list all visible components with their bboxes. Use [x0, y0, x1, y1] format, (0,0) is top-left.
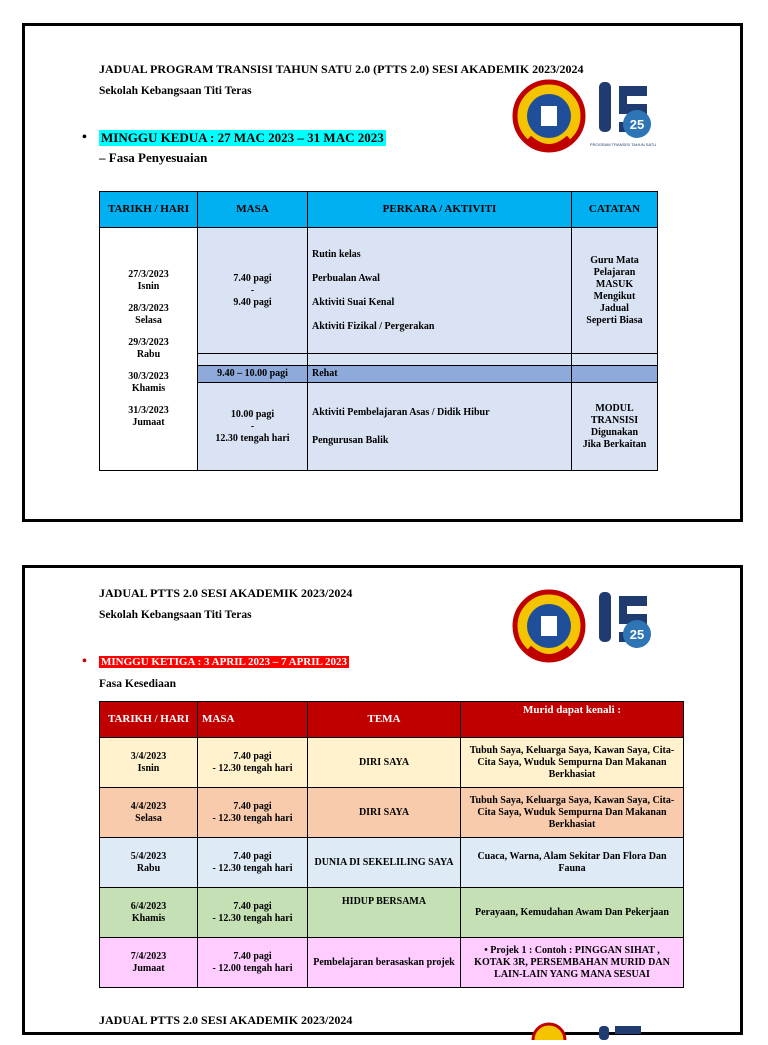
col-header: PERKARA / AKTIVITI: [308, 192, 572, 228]
table-row: 3/4/2023 Isnin 7.40 pagi - 12.30 tengah hari DIRI SAYA Tubuh Saya, Keluarga Saya, Kawan Saya, Cita-Cita Saya, Wuduk Sempurna Dan Makanan Berkhasiat: [100, 738, 684, 788]
ptts-logo-icon: [599, 592, 651, 648]
school-crest-icon: [511, 586, 661, 666]
catatan-cell: Guru Mata Pelajaran MASUK Mengikut Jadual Seperti Biasa: [572, 228, 658, 354]
document-page-2: [22, 565, 743, 1035]
week-heading: MINGGU KEDUA : 27 MAC 2023 – 31 MAC 2023: [101, 130, 384, 145]
school-crest-icon: [515, 1020, 655, 1040]
rehat-masa: 9.40 – 10.00 pagi: [198, 366, 308, 383]
dates-cell: 27/3/2023 Isnin 28/3/2023 Selasa 29/3/2023 Rabu 30/3/2023 Khamis 31/3/2023 Jumaat: [100, 228, 198, 471]
catatan-cell: MODUL TRANSISI Digunakan Jika Berkaitan: [572, 383, 658, 471]
rehat-aktiviti: Rehat: [308, 366, 572, 383]
table-row: 6/4/2023 Khamis 7.40 pagi - 12.30 tengah hari HIDUP BERSAMA Perayaan, Kemudahan Awam Dan Pekerjaan: [100, 888, 684, 938]
masa-cell: 10.00 pagi - 12.30 tengah hari: [198, 383, 308, 471]
table-row: 7/4/2023 Jumaat 7.40 pagi - 12.00 tengah hari Pembelajaran berasaskan projek • Projek 1 : Contoh : PINGGAN SIHAT , KOTAK 3R, PERSEMBAHAN MURID DAN LAIN-LAIN YANG MANA SESUAI: [100, 938, 684, 988]
week-heading: MINGGU KETIGA : 3 APRIL 2023 – 7 APRIL 2023: [101, 656, 348, 668]
logo-group: [511, 586, 661, 671]
page-title: JADUAL PTTS 2.0 SESI AKADEMIK 2023/2024: [99, 586, 353, 600]
rehat-catatan: [572, 366, 658, 383]
phase-label: – Fasa Penyesuaian: [99, 150, 208, 165]
spacer-cell: [308, 354, 572, 366]
col-header: CATATAN: [572, 192, 658, 228]
aktiviti-cell: Rutin kelas Perbualan Awal Aktiviti Suai Kenal Aktiviti Fizikal / Pergerakan: [308, 228, 572, 354]
schedule-table-1: [99, 191, 658, 471]
col-header: TARIKH / HARI: [100, 192, 198, 228]
school-crest-icon: [511, 76, 661, 156]
table-row: 5/4/2023 Rabu 7.40 pagi - 12.30 tengah hari DUNIA DI SEKELILING SAYA Cuaca, Warna, Alam Sekitar Dan Flora Dan Fauna: [100, 838, 684, 888]
masa-cell: 7.40 pagi - 9.40 pagi: [198, 228, 308, 354]
svg-text:PROGRAM TRANSISI TAHUN SATU: PROGRAM TRANSISI TAHUN SATU: [589, 142, 657, 147]
school-name: Sekolah Kebangsaan Titi Teras: [99, 85, 252, 97]
svg-text:25: 25: [629, 117, 645, 132]
ptts-logo-icon: [590, 82, 656, 147]
spacer-cell: [572, 354, 658, 366]
col-header: Murid dapat kenali :: [461, 702, 684, 738]
school-name: Sekolah Kebangsaan Titi Teras: [99, 609, 252, 621]
spacer-cell: [198, 354, 308, 366]
col-header: MASA: [198, 192, 308, 228]
document-page-1: [22, 23, 743, 522]
svg-text:25: 25: [629, 627, 645, 642]
table-row: 4/4/2023 Selasa 7.40 pagi - 12.30 tengah hari DIRI SAYA Tubuh Saya, Keluarga Saya, Kawan Saya, Cita-Cita Saya, Wuduk Sempurna Dan Makanan Berkhasiat: [100, 788, 684, 838]
bullet-icon: •: [82, 654, 87, 669]
col-header: TARIKH / HARI: [100, 702, 198, 738]
col-header: TEMA: [308, 702, 461, 738]
schedule-table-2: [99, 701, 684, 988]
logo-group: [511, 76, 661, 161]
phase-label: Fasa Kesediaan: [99, 678, 176, 690]
page-title: JADUAL PROGRAM TRANSISI TAHUN SATU 2.0 (PTTS 2.0) SESI AKADEMIK 2023/2024: [99, 62, 584, 76]
next-page-title: JADUAL PTTS 2.0 SESI AKADEMIK 2023/2024: [99, 1013, 353, 1027]
col-header: MASA: [198, 702, 308, 738]
bullet-icon: •: [82, 130, 87, 145]
aktiviti-cell: Aktiviti Pembelajaran Asas / Didik Hibur Pengurusan Balik: [308, 383, 572, 471]
